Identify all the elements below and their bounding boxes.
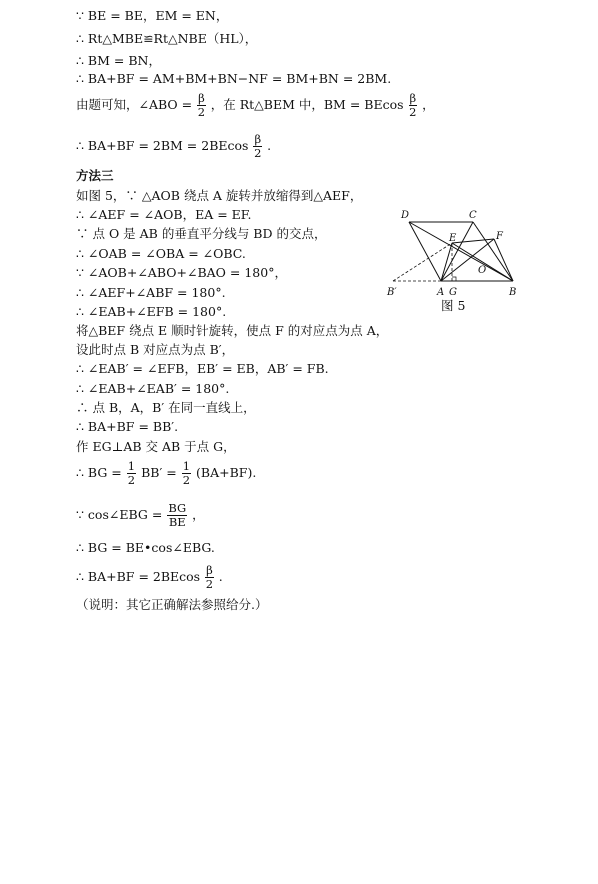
text-line: ∴ ∠OAB = ∠OBA = ∠OBC. (76, 246, 246, 261)
point-label-d: D (401, 210, 410, 221)
text: . (218, 569, 223, 584)
segment-ef (452, 239, 494, 243)
frac-num: β (206, 563, 213, 577)
frac-den: 2 (205, 577, 214, 591)
frac-num: 1 (127, 459, 136, 473)
segment-ac (441, 222, 473, 281)
text-line: ∴ ∠EAB+∠EAB′ = 180°. (76, 381, 230, 396)
text-line: ∴ BM = BN， (76, 53, 161, 68)
text-line: ∴ BA+BF = BB′. (76, 419, 179, 434)
text-line: ∵ ∠AOB+∠ABO+∠BAO = 180°， (76, 265, 287, 280)
text: 由题可知，∠ABO = (76, 97, 193, 112)
segment-ae (441, 243, 452, 281)
point-label-f: F (496, 231, 503, 242)
text: ∴ BA+BF = 2BM = 2BEcos (76, 138, 249, 153)
text: ， (192, 507, 205, 522)
fraction (205, 564, 214, 591)
text-line: 如图 5，∵ △AOB 绕点 A 旋转并放缩得到△AEF， (76, 188, 363, 203)
right-angle-mark (452, 277, 456, 281)
text-line: ∴ ∠AEF+∠ABF = 180°. (76, 285, 226, 300)
text-line: ∴ BA+BF = AM+BM+BN−NF = BM+BN = 2BM. (76, 71, 392, 86)
text-line: ∴ Rt△MBE≌Rt△NBE（HL）， (76, 31, 258, 46)
text: ， (422, 97, 435, 112)
frac-den: 2 (182, 473, 191, 487)
text-line: ∴ ∠EAB+∠EFB = 180°. (76, 304, 227, 319)
formula-line (76, 502, 205, 529)
frac-den: BE (168, 515, 186, 529)
frac-den: 2 (409, 105, 417, 119)
formula-line (76, 133, 271, 160)
frac-den: 2 (197, 105, 206, 119)
figure-caption: 图 5 (441, 298, 466, 313)
text-line: ∵ BE = BE，EM = EN， (76, 8, 229, 23)
text: ∴ BA+BF = 2BEcos (76, 569, 201, 584)
frac-den: 2 (254, 146, 262, 160)
point-label-b: B (509, 287, 517, 298)
point-label-bp: B′ (387, 287, 397, 298)
frac-num: β (198, 91, 205, 105)
fraction (182, 460, 191, 487)
frac-num: BG (168, 501, 187, 515)
text: BB′ = (141, 465, 177, 480)
point-label-e: E (449, 233, 457, 244)
text-line: 设此时点 B 对应点为点 B′， (76, 342, 235, 357)
text: ∴ BG = (76, 465, 122, 480)
text-line: ∴ ∠EAB′ = ∠EFB，EB′ = EB，AB′ = FB. (76, 361, 329, 376)
text: ，在 Rt△BEM 中，BM = BEcos (210, 97, 404, 112)
text-line: ∴ ∠AEF = ∠AOB，EA = EF. (76, 207, 252, 222)
point-label-a: A (437, 287, 445, 298)
text-line: 作 EG⊥AB 交 AB 于点 G， (76, 439, 236, 454)
frac-num: 1 (182, 459, 191, 473)
point-label-c: C (469, 210, 477, 221)
section-heading: 方法三 (76, 168, 114, 183)
formula-line (76, 460, 256, 487)
fraction (127, 460, 136, 487)
frac-num: β (409, 91, 417, 105)
point-label-g: G (449, 287, 457, 298)
formula-line (76, 92, 435, 119)
text: ∵ cos∠EBG = (76, 507, 163, 522)
text-line: ∵ 点 O 是 AB 的垂直平分线与 BD 的交点， (76, 226, 327, 241)
text-line: 将△BEF 绕点 E 顺时针旋转，使点 F 的对应点为点 A， (76, 323, 389, 338)
fraction (409, 92, 418, 119)
fraction (253, 133, 262, 160)
text-line: ∴ 点 B，A，B′ 在同一直线上， (76, 400, 256, 415)
frac-den: 2 (127, 473, 136, 487)
formula-line (76, 564, 223, 591)
point-label-o: O (478, 265, 487, 276)
note-line: （说明：其它正确解法参照给分.） (76, 597, 268, 612)
text: (BA+BF). (196, 465, 257, 480)
frac-num: β (254, 132, 262, 146)
text-line: ∴ BG = BE•cos∠EBG. (76, 540, 215, 555)
fraction (167, 502, 187, 529)
text: . (267, 138, 272, 153)
fraction (197, 92, 206, 119)
